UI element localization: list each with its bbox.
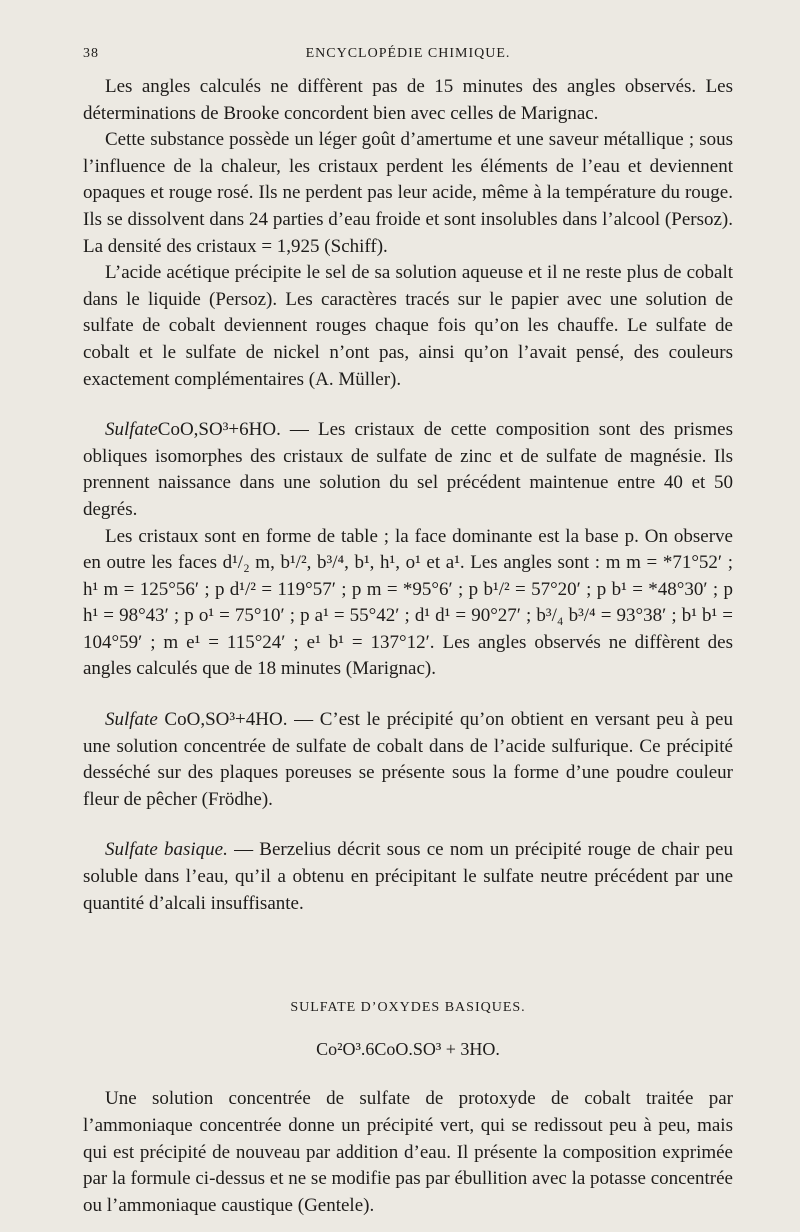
spacer bbox=[83, 393, 733, 417]
paragraph-8: Une solution concentrée de sulfate de protoxyde de cobalt traitée par l’ammoniaque concentrée donne un précipité vert, qui se redissout peu à peu, mais qui est précipité de nouveau par addition d’eau. Il présente la composition exprimée par la formule ci-dessus et ne se modifie pas par ébullition avec la potasse concentrée ou l’ammoniaque caustique (Gentele). bbox=[83, 1088, 733, 1216]
paragraph-2: Cette substance possède un léger goût d’amertume et une saveur métallique ; sous l’influence de la chaleur, les cristaux perdent les éléments de l’eau et deviennent opaques et rouge rosé. Ils ne perdent pas leur acide, même à la température du rouge. Ils se dissolvent dans 24 parties d’eau froide et sont insolubles dans l’alcool (Persoz). La densité des cristaux = 1,925 (Schiff). bbox=[83, 129, 733, 257]
paragraph-4 bbox=[83, 417, 733, 523]
paragraph-4-formula: CoO,SO³+6HO. bbox=[157, 419, 281, 441]
paragraph-7-label: Sulfate basique. bbox=[105, 839, 228, 861]
paragraph-6-text: — C’est le précipité qu’on obtient en versant peu à peu une solution concentrée de sulfate de cobalt dans de l’acide sulfurique. Ce précipité desséché sur des plaques poreuses se présente sous la forme d’une poudre couleur fleur de pêcher (Frödhe). bbox=[83, 709, 733, 810]
paragraph-5: Les cristaux sont en forme de table ; la face dominante est la base p. On observe en outre les faces d¹/₂ m, b¹/², b³/⁴, b¹, h¹, o¹ et a¹. Les angles sont : m m = *71°52′ ; h¹ m = 125°56′ ; p d¹/² = 119°57′ ; p m = *95°6′ ; p b¹/² = 57°20′ ; p b¹ = *48°30′ ; p h¹ = 98°43′ ; p o¹ = 75°10′ ; p a¹ = 55°42′ ; d¹ d¹ = 90°27′ ; b³/₄ b³/⁴ = 93°38′ ; b¹ b¹ = 104°59′ ; m e¹ = 115°24′ ; e¹ b¹ = 137°12′. Les angles observés ne diffèrent des angles calculés que de 18 minutes (Marignac). bbox=[83, 525, 733, 680]
running-header bbox=[83, 46, 733, 70]
paragraph-4-text: — Les cristaux de cette composition sont des prismes obliques isomorphes des cristaux de sulfate de zinc et de sulfate de magnésie. Ils prennent naissance dans une solution du sel précédent maintenue entre 40 et 50 degrés. bbox=[83, 419, 733, 520]
paragraph-6 bbox=[83, 707, 733, 813]
paragraph-7-text: — Berzelius décrit sous ce nom un précipité rouge de chair peu soluble dans l’eau, qu’il a obtenu en précipitant le sulfate neutre précédent par une quantité d’alcali insuffisante. bbox=[83, 839, 733, 914]
paragraph-6-label: Sulfate bbox=[105, 709, 158, 731]
paragraph-3: L’acide acétique précipite le sel de sa solution aqueuse et il ne reste plus de cobalt dans le liquide (Persoz). Les caractères tracés sur le papier avec une solution de sulfate de cobalt deviennent rouges chaque fois qu’on les chauffe. Le sulfate de cobalt et le sulfate de nickel n’ont pas, ainsi qu’on l’avait pensé, des couleurs exactement complémentaires (A. Müller). bbox=[83, 262, 733, 390]
spacer bbox=[83, 683, 733, 707]
section-formula: Co²O³.6CoO.SO³ + 3HO. bbox=[316, 1038, 500, 1059]
paragraph-6-formula: CoO,SO³+4HO. bbox=[157, 709, 288, 731]
spacer bbox=[83, 1062, 733, 1086]
spacer bbox=[83, 813, 733, 837]
paragraph-1: Les angles calculés ne diffèrent pas de 15 minutes des angles observés. Les déterminations de Brooke concordent bien avec celles de Marignac. bbox=[83, 76, 733, 124]
body-text bbox=[83, 74, 733, 1219]
section-heading: SULFATE D’OXYDES BASIQUES. bbox=[290, 1000, 526, 1016]
page-number: 38 bbox=[83, 46, 99, 61]
running-title: ENCYCLOPÉDIE CHIMIQUE. bbox=[305, 46, 511, 61]
paragraph-4-label: Sulfate bbox=[105, 419, 158, 441]
paragraph-7 bbox=[83, 837, 733, 917]
